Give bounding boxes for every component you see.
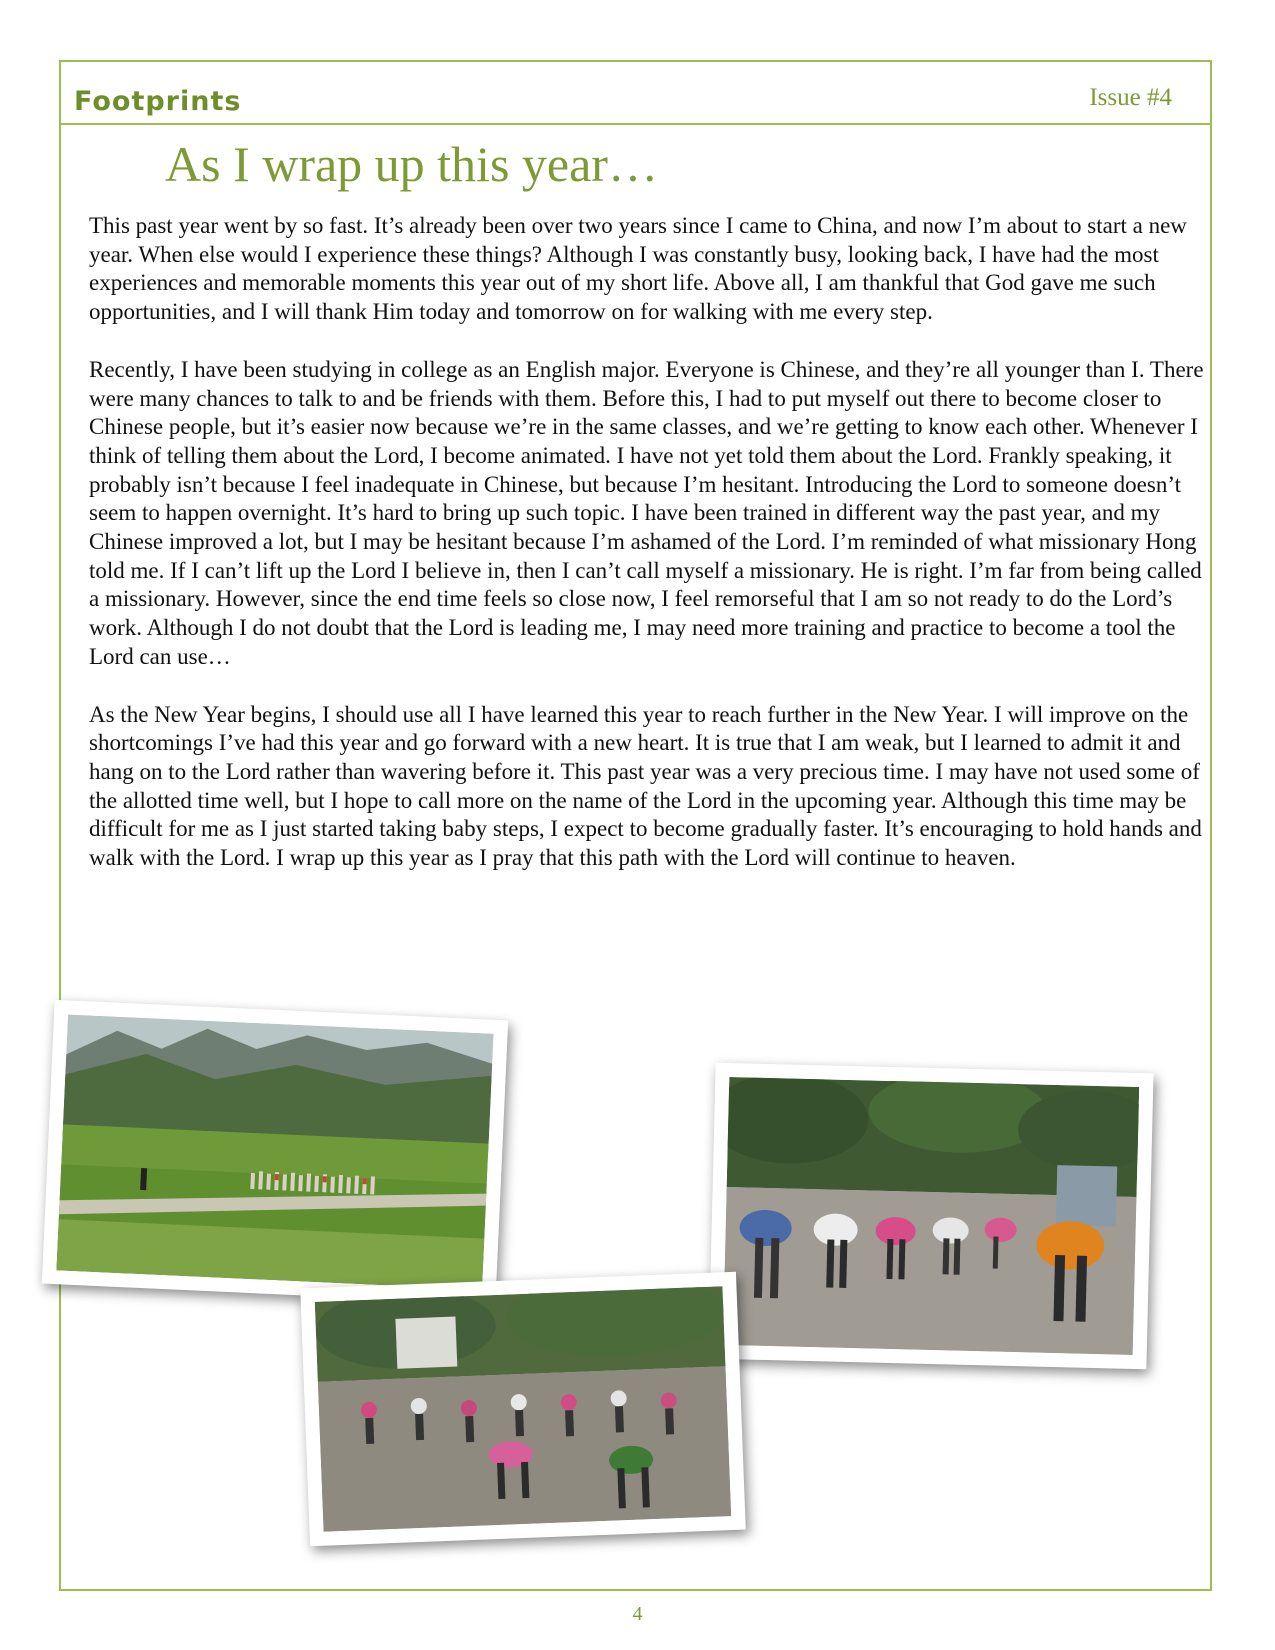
paragraph-2: Recently, I have been studying in college as an English major. Everyone is Chinese, and they’re all younger than I. There were many chances to talk to and be friends with them. Before this, I had to put myself out there to become closer to Chinese people, but it’s easier now because we’re in the same classes, and we’re getting to know each other. Whenever I think of telling them about the Lord, I become animated. I have not yet told them about the Lord. Frankly speaking, it probably isn’t because I feel inadequate in Chinese, but because I’m hesitant. Introducing the Lord to someone doesn’t seem to happen overnight. It’s hard to bring up such topic. I have been trained in different way the past year, and my Chinese improved a lot, but I may be hesitant because I’m ashamed of the Lord. I’m reminded of what missionary Hong told me. If I can’t lift up the Lord I believe in, then I can’t call myself a missionary. He is right. I’m far from being called a missionary. However, since the end time feels so close now, I feel remorseful that I am so not ready to do the Lord’s work. Although I do not doubt that the Lord is leading me, I may need more training and practice to become a tool the Lord can use…	[89, 356, 1204, 669]
photo-mountain-run	[42, 1000, 508, 1304]
paragraph-1: This past year went by so fast. It’s already been over two years since I came to China, and now I’m about to start a new year. When else would I experience these things? Although I was constantly busy, looking back, I have had the most experiences and memorable moments this year out of my short life. Above all, I am thankful that God gave me such opportunities, and I will thank Him today and tomorrow on for walking with me every step.	[89, 213, 1187, 325]
photo-group-exercise-image	[315, 1286, 732, 1531]
newsletter-brand: Footprints	[74, 86, 242, 117]
paragraph-3: As the New Year begins, I should use all I have learned this year to reach further in the New Year. I will improve on the shortcomings I’ve had this year and go forward with a new heart. It is true that I am weak, but I learned to admit it and hang on to the Lord rather than wavering before it. This past year was a very precious time. I may have not used some of the allotted time well, but I hope to call more on the name of the Lord in the upcoming year. Although this time may be difficult for me as I just started taking baby steps, I expect to become gradually faster. It’s encouraging to hold hands and walk with the Lord. I wrap up this year as I pray that this path with the Lord will continue to heaven.	[89, 701, 1202, 871]
article-body	[89, 212, 1214, 902]
photo-mountain-run-image	[56, 1014, 493, 1289]
issue-number: Issue #4	[1089, 84, 1172, 111]
page-number: 4	[632, 1603, 643, 1625]
photo-stretching	[708, 1063, 1153, 1370]
header-divider	[59, 123, 1212, 125]
photo-group-exercise	[300, 1272, 746, 1547]
article-title: As I wrap up this year…	[165, 136, 658, 192]
photo-stretching-image	[723, 1077, 1139, 1355]
